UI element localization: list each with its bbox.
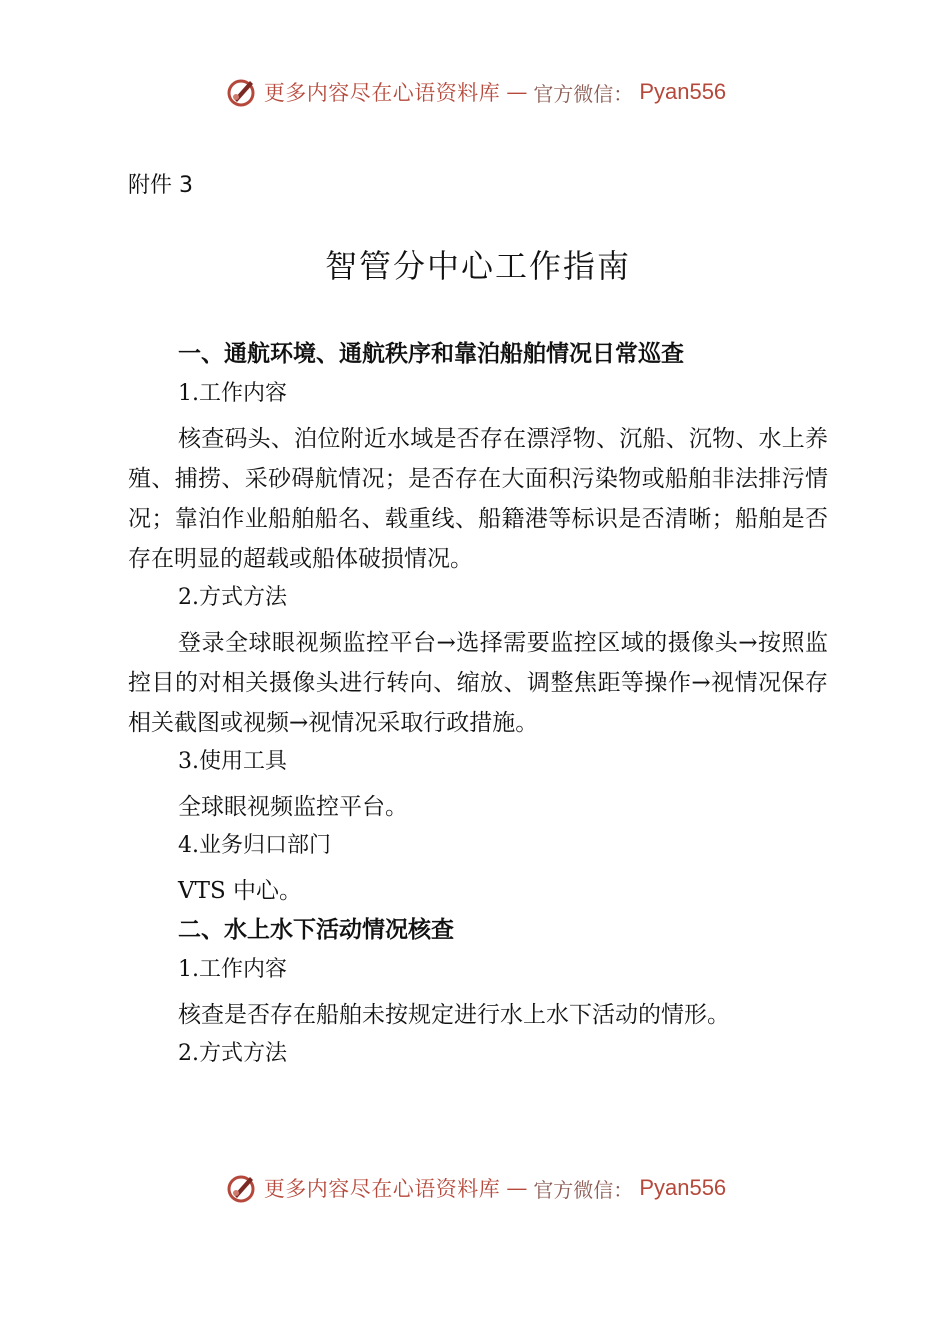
document-body	[128, 168, 828, 1079]
section-1-item-4-text: VTS 中心。	[178, 878, 303, 904]
document-title: 智管分中心工作指南	[324, 247, 631, 285]
watermark-footer	[0, 1168, 950, 1208]
section-1-item-2-label: 2.方式方法	[178, 585, 287, 610]
attachment-label: 附件 3	[128, 173, 193, 198]
section-1-item-3-text: 全球眼视频监控平台。	[178, 794, 408, 820]
watermark-text: 更多内容尽在心语资料库	[263, 1177, 501, 1201]
section-1-item-4-label: 4.业务归口部门	[178, 833, 331, 858]
watermark-account: Pyan556	[639, 79, 727, 104]
watermark-separator: —	[506, 1176, 528, 1200]
section-1-item-1-text: 核查码头、泊位附近水域是否存在漂浮物、沉船、沉物、水上养殖、捕捞、采砂碍航情况；是否存在大面积污染物或船舶非法排污情况；靠泊作业船舶船名、载重线、船籍港等标识是否清晰；船舶是否存在明显的超载或船体破损情况。	[128, 426, 828, 572]
section-1-item-1-label: 1.工作内容	[178, 381, 287, 406]
watermark-header	[0, 72, 950, 112]
watermark-text: 更多内容尽在心语资料库	[263, 81, 501, 105]
watermark-label: 官方微信：	[533, 1177, 634, 1202]
section-2-item-1-label: 1.工作内容	[178, 957, 287, 982]
watermark-account: Pyan556	[639, 1175, 727, 1200]
section-2-item-2-label: 2.方式方法	[178, 1041, 287, 1066]
section-1-item-2-text: 登录全球眼视频监控平台→选择需要监控区域的摄像头→按照监控目的对相关摄像头进行转向、缩放、调整焦距等操作→视情况保存相关截图或视频→视情况采取行政措施。	[128, 630, 828, 736]
logo-icon	[224, 1171, 258, 1205]
section-1-item-3-label: 3.使用工具	[178, 749, 287, 774]
watermark-separator: —	[506, 80, 528, 104]
logo-icon	[224, 75, 258, 109]
section-2-heading: 二、水上水下活动情况核查	[178, 917, 454, 943]
section-2-item-1-text: 核查是否存在船舶未按规定进行水上水下活动的情形。	[178, 1002, 730, 1028]
watermark-label: 官方微信：	[533, 81, 634, 106]
section-1-heading: 一、通航环境、通航秩序和靠泊船舶情况日常巡查	[178, 341, 684, 367]
